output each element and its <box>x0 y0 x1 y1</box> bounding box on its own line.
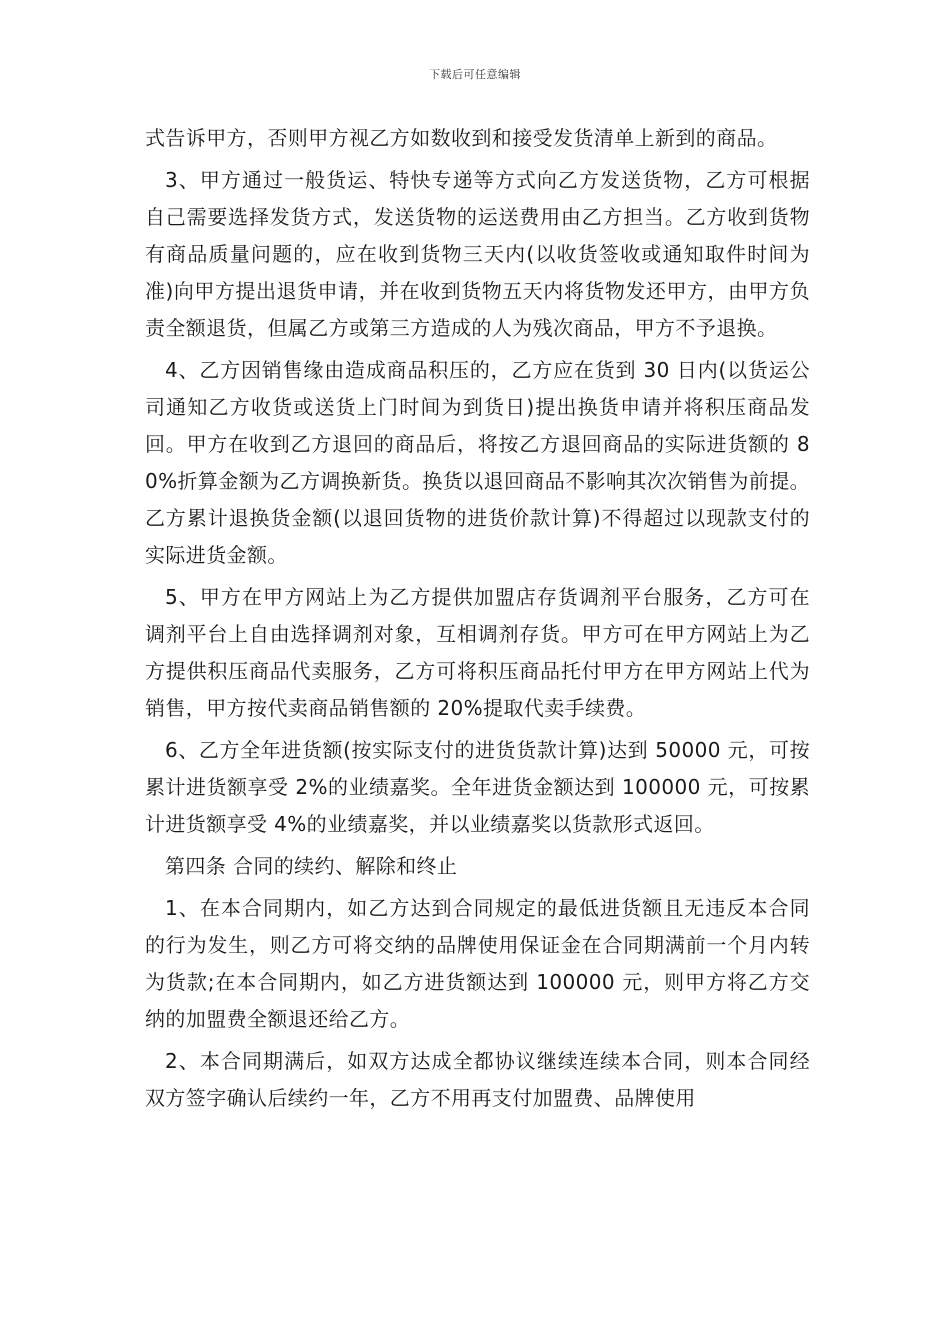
article-4-clause-2: 2、本合同期满后，如双方达成全都协议继续连续本合同，则本合同经双方签字确认后续约一年，乙方不用再支付加盟费、品牌使用 <box>145 1049 810 1110</box>
header-note: 下载后可任意编辑 <box>429 68 521 81</box>
document-body <box>145 120 810 1122</box>
clause-3: 3、甲方通过一般货运、特快专递等方式向乙方发送货物，乙方可根据自己需要选择发货方式，发送货物的运送费用由乙方担当。乙方收到货物有商品质量问题的，应在收到货物三天内(以收货签收或通知取件时间为准)向甲方提出退货申请，并在收到货物五天内将货物发还甲方，由甲方负责全额退货，但属乙方或第三方造成的人为残次商品，甲方不予退换。 <box>145 168 810 340</box>
article-4-clause-1: 1、在本合同期内，如乙方达到合同规定的最低进货额且无违反本合同的行为发生，则乙方可将交纳的品牌使用保证金在合同期满前一个月内转为货款;在本合同期内，如乙方进货额达到 100000 元，则甲方将乙方交纳的加盟费全额退还给乙方。 <box>145 896 810 1031</box>
clause-5: 5、甲方在甲方网站上为乙方提供加盟店存货调剂平台服务，乙方可在调剂平台上自由选择调剂对象，互相调剂存货。甲方可在甲方网站上为乙方提供积压商品代卖服务，乙方可将积压商品托付甲方在甲方网站上代为销售，甲方按代卖商品销售额的 20%提取代卖手续费。 <box>145 585 810 720</box>
article-4-heading: 第四条 合同的续约、解除和终止 <box>165 854 458 878</box>
clause-6: 6、乙方全年进货额(按实际支付的进货货款计算)达到 50000 元，可按累计进货额享受 2%的业绩嘉奖。全年进货金额达到 100000 元，可按累计进货额享受 4%的业绩嘉奖，并以业绩嘉奖以货款形式返回。 <box>145 738 810 836</box>
paragraph-continuation: 式告诉甲方，否则甲方视乙方如数收到和接受发货清单上新到的商品。 <box>145 126 778 150</box>
clause-4: 4、乙方因销售缘由造成商品积压的，乙方应在货到 30 日内(以货运公司通知乙方收货或送货上门时间为到货日)提出换货申请并将积压商品发回。甲方在收到乙方退回的商品后，将按乙方退回商品的实际进货额的 80%折算金额为乙方调换新货。换货以退回商品不影响其次次销售为前提。乙方累计退换货金额(以退回货物的进货价款计算)不得超过以现款支付的实际进货金额。 <box>145 358 810 567</box>
